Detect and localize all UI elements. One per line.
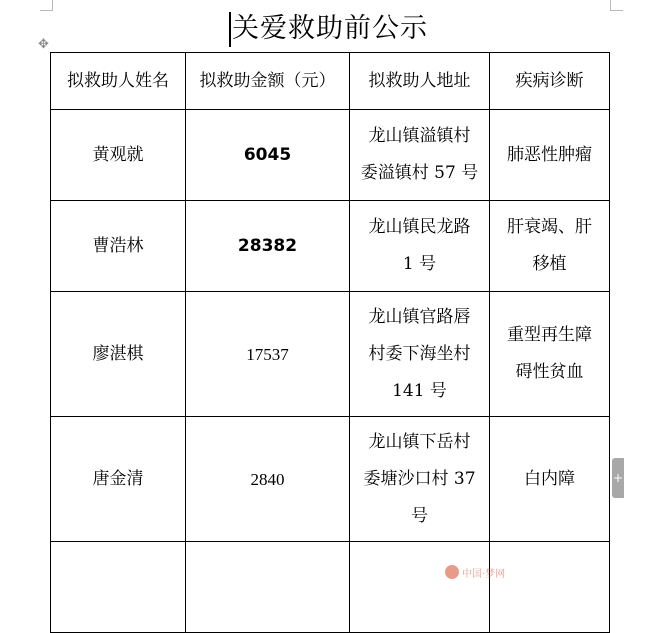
table-row <box>51 417 610 542</box>
diagnosis-line: 重型再生障 <box>507 325 592 345</box>
text-cursor <box>229 12 231 47</box>
address-line: 龙山镇下岳村 <box>368 431 471 452</box>
margin-corner-right <box>610 0 623 11</box>
cell-name[interactable]: 唐金清 <box>51 417 186 542</box>
header-diagnosis[interactable]: 疾病诊断 <box>490 53 610 110</box>
cell-name[interactable] <box>51 542 186 633</box>
address-line: 号 <box>411 505 428 526</box>
header-address[interactable]: 拟救助人地址 <box>350 53 490 110</box>
cell-amount[interactable]: 2840 <box>186 417 350 542</box>
cell-amount[interactable] <box>186 542 350 633</box>
address-line: 龙山镇溢镇村 <box>368 126 471 146</box>
address-line: 委溢镇村 57 号 <box>360 163 479 183</box>
cell-diagnosis[interactable] <box>490 292 610 417</box>
header-amount[interactable]: 拟救助金额（元） <box>186 53 350 110</box>
side-plus-icon[interactable]: + <box>612 458 624 498</box>
cell-address[interactable] <box>350 201 490 292</box>
cell-amount[interactable]: 17537 <box>186 292 350 417</box>
address-line: 龙山镇官路唇 <box>368 306 471 327</box>
diagnosis-line: 移植 <box>532 254 567 274</box>
cell-name[interactable]: 廖湛棋 <box>51 292 186 417</box>
address-line: 龙山镇民龙路 <box>368 217 471 237</box>
table-row <box>51 201 610 292</box>
document-title[interactable]: 关爱救助前公示 <box>232 13 428 44</box>
table-row <box>51 292 610 417</box>
cell-name[interactable]: 黄观就 <box>51 110 186 201</box>
cell-diagnosis[interactable] <box>490 110 610 201</box>
table-header-row <box>51 53 610 110</box>
address-line: 1 号 <box>402 254 437 274</box>
cell-address[interactable] <box>350 542 490 633</box>
margin-corner-left <box>40 0 53 11</box>
table-row <box>51 542 610 633</box>
cell-diagnosis[interactable] <box>490 417 610 542</box>
address-line: 141 号 <box>392 380 447 401</box>
watermark-text: 中国·梦网 <box>462 568 506 580</box>
table-row <box>51 110 610 201</box>
cell-diagnosis[interactable] <box>490 201 610 292</box>
relief-table[interactable] <box>50 52 610 633</box>
cell-name[interactable]: 曹浩林 <box>51 201 186 292</box>
watermark <box>445 562 525 582</box>
cell-address[interactable] <box>350 292 490 417</box>
diagnosis-line: 白内障 <box>524 468 575 489</box>
address-line: 委塘沙口村 37 <box>363 468 476 489</box>
header-name[interactable]: 拟救助人姓名 <box>51 53 186 110</box>
watermark-seal-icon <box>445 565 459 579</box>
cell-amount[interactable]: 6045 <box>186 110 350 201</box>
address-line: 村委下海坐村 <box>368 343 471 364</box>
diagnosis-line: 肝衰竭、肝 <box>507 217 592 237</box>
table-move-handle-icon[interactable]: ✥ <box>38 37 49 52</box>
cell-diagnosis[interactable] <box>490 542 610 633</box>
diagnosis-line: 肺恶性肿瘤 <box>507 144 592 165</box>
diagnosis-line: 碍性贫血 <box>515 362 584 382</box>
cell-address[interactable] <box>350 110 490 201</box>
cell-amount[interactable]: 28382 <box>186 201 350 292</box>
cell-address[interactable] <box>350 417 490 542</box>
